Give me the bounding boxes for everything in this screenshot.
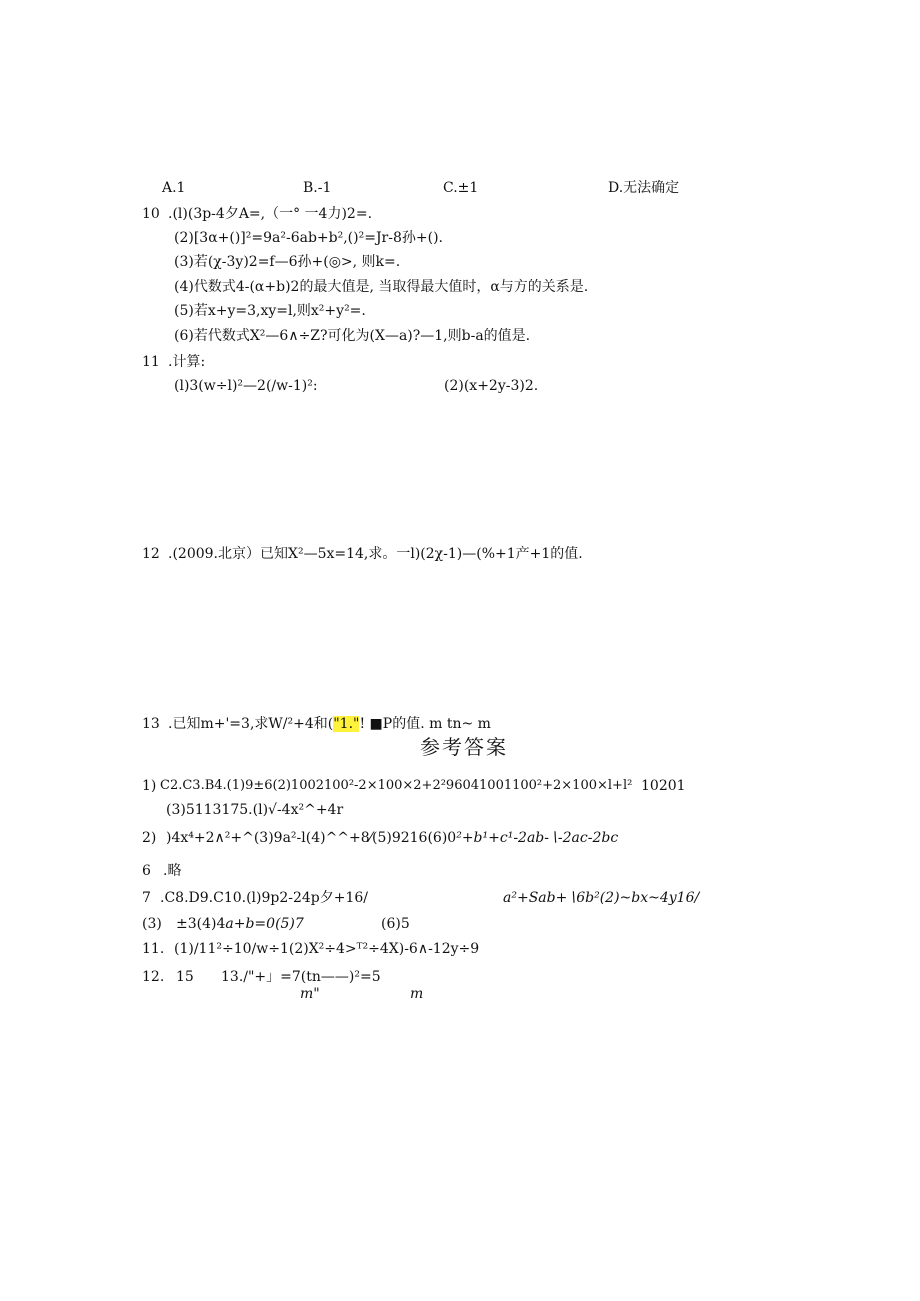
answers-title: 参考答案 — [420, 735, 508, 759]
q13-number: 13 — [142, 716, 160, 732]
q10-part2: (2)[3α+()]²=9a²-6ab+b²,()²=Jr-8孙+(). — [174, 230, 443, 246]
answer-12-text: 15 — [176, 969, 194, 985]
q12-text: .(2009.北京）已知X²—5x=14,求。一l)(2χ-1)—(%+1产+1的值. — [168, 546, 583, 562]
q13-text — [168, 715, 491, 733]
answer-13-sub1: m" — [300, 986, 320, 1002]
option-b: B.-1 — [303, 180, 332, 196]
q10-part5: (5)若x+y=3,xy=l,则x²+y²=. — [174, 303, 366, 319]
option-c: C.±1 — [443, 180, 479, 196]
answer-3-mid: a+b=0(5)7 — [225, 916, 304, 932]
answer-2-main: )4x⁴+2∧²+^(3)9a²-l(4)^^+8⁄(5)9216(6)0 — [166, 830, 457, 846]
q11-number: 11 — [142, 354, 160, 370]
answer-12-number: 12. — [142, 969, 165, 985]
q12-number: 12 — [142, 546, 160, 562]
answer-13-text: 13.∕"+」=7(tn——)²=5 — [221, 969, 381, 985]
q13-highlight: "1." — [333, 716, 360, 732]
answer-3-number: (3) — [142, 916, 162, 932]
q10-part6: (6)若代数式X²—6∧÷Z?可化为(X—a)?—1,则b-a的值是. — [174, 328, 531, 344]
answer-2-text — [166, 829, 618, 847]
answer-1-tail: 10201 — [641, 778, 686, 794]
answer-6-number: 6 — [142, 863, 151, 879]
answer-1-cont: (3)5113175.(l)√-4x²^+4r — [166, 802, 344, 818]
answer-1-number: 1) — [142, 778, 157, 794]
answer-1-text: C2.C3.B4.(1)9±6(2)1002100²-2×100×2+2²96041001100²+2×100×l+l² — [160, 778, 633, 793]
q10-part1: .(l)(3p-4夕A=,（一° 一4力)2=. — [168, 206, 373, 222]
answer-3-text — [176, 915, 304, 933]
q10-number: 10 — [142, 206, 160, 222]
answer-6-text: .略 — [163, 863, 182, 879]
q10-part3: (3)若(χ-3y)2=f—6孙+(◎>, 则k=. — [174, 254, 401, 270]
answer-11-text: (1)∕11²÷10∕w÷1(2)X²÷4>ᵀ²÷4X)-6∧-12y÷9 — [174, 941, 480, 957]
answer-7-tail: a²+Sab+∖6b²(2)~bx~4y16/ — [503, 890, 700, 906]
q10-part4: (4)代数式4-(α+b)2的最大值是, 当取得最大值时，α与方的关系是. — [174, 279, 589, 295]
answer-7-number: 7 — [142, 890, 151, 906]
option-a: A.1 — [162, 180, 186, 196]
answer-2-number: 2) — [142, 830, 157, 846]
q11-title: .计算: — [168, 354, 206, 370]
q11-part2: (2)(x+2y-3)2. — [444, 378, 539, 394]
answer-11-number: 11. — [142, 941, 165, 957]
answer-3-main: ±3(4)4 — [176, 916, 226, 932]
q13-text-pre: .已知m+'=3,求W/²+4和( — [168, 716, 334, 732]
q11-part1: (l)3(w÷l)²—2(∕w-1)²: — [174, 378, 318, 394]
q13-text-post: ! ■P的值. m tn~ m — [359, 716, 491, 732]
answer-3-tail: (6)5 — [381, 916, 410, 932]
answer-7-text: .C8.D9.C10.(l)9p2-24p夕+16/ — [160, 890, 369, 906]
answer-2-tail: ²+b¹+c¹-2ab-∖-2ac-2bc — [456, 830, 619, 846]
answer-13-sub2: m — [410, 986, 424, 1002]
option-d: D.无法确定 — [608, 180, 680, 196]
